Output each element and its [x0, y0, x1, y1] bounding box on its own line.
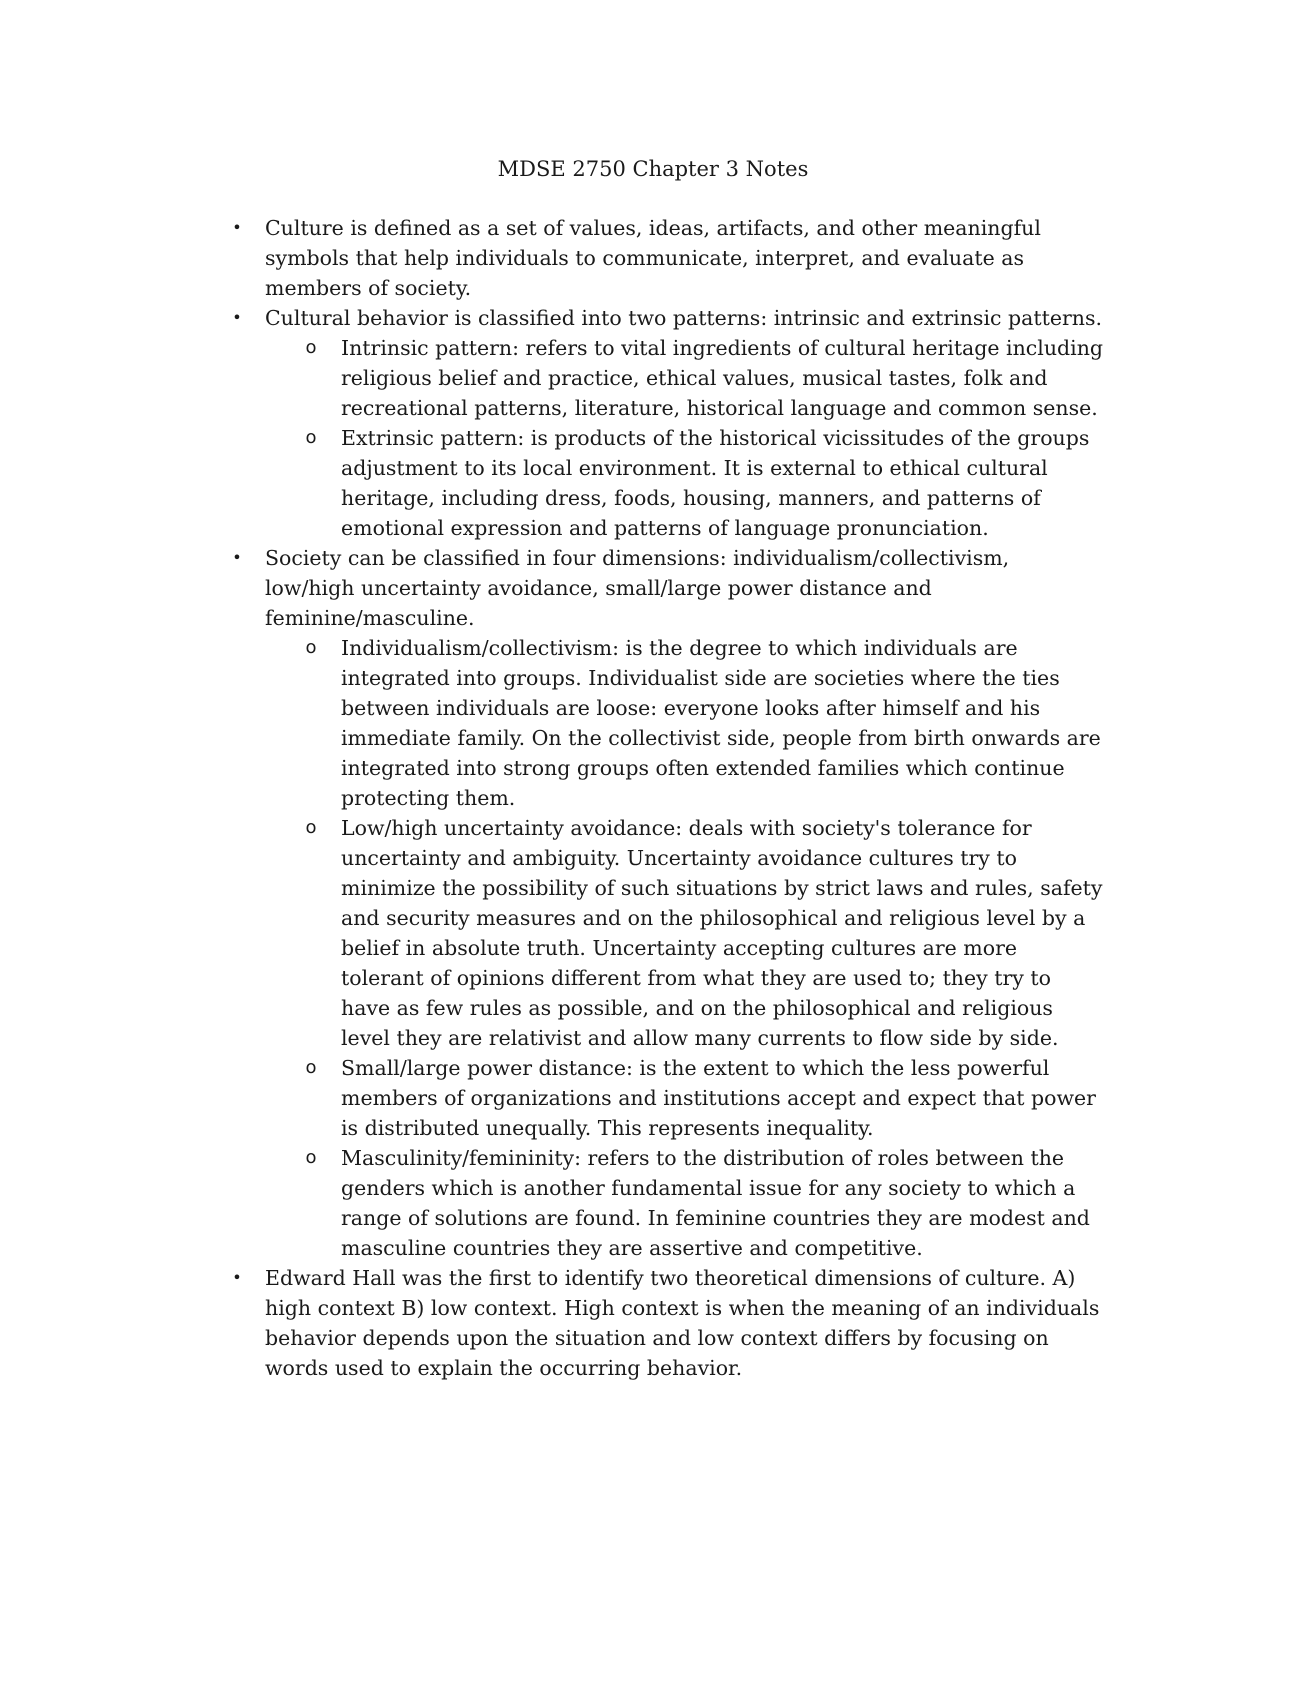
- sub-list-item-text: Intrinsic pattern: refers to vital ingredients of cultural heritage including religious belief and practice, ethical values, musical tastes, folk and recreational patterns, literature, historical language and common sense.: [341, 336, 1104, 420]
- list-item-text: Cultural behavior is classified into two patterns: intrinsic and extrinsic patterns.: [265, 306, 1102, 330]
- sub-list-item-text: Extrinsic pattern: is products of the historical vicissitudes of the groups adjustment to its local environment. It is external to ethical cultural heritage, including dress, foods, housing, manners, and patterns of emotional expression and patterns of language pronunciation.: [341, 426, 1090, 540]
- page-title: MDSE 2750 Chapter 3 Notes: [497, 157, 809, 181]
- sub-list-item: [305, 1053, 1105, 1143]
- hollow-bullet-icon: o: [305, 1147, 317, 1168]
- sub-list-item: [305, 333, 1105, 423]
- list-item-text: Edward Hall was the first to identify two theoretical dimensions of culture. A) high context B) low context. High context is when the meaning of an individuals behavior depends upon the situation and low context differs by focusing on words used to explain the occurring behavior.: [265, 1266, 1100, 1380]
- sub-list-item-text: Low/high uncertainty avoidance: deals with society's tolerance for uncertainty and ambiguity. Uncertainty avoidance cultures try to minimize the possibility of such situations by strict laws and rules, safety and security measures and on the philosophical and religious level by a belief in absolute truth. Uncertainty accepting cultures are more tolerant of opinions different from what they are used to; they try to have as few rules as possible, and on the philosophical and religious level they are relativist and allow many currents to flow side by side.: [341, 816, 1103, 1050]
- notes-list: [232, 213, 1105, 1383]
- sub-list-item: [305, 1143, 1105, 1263]
- list-item: [232, 303, 1105, 543]
- sub-list-item-text: Individualism/collectivism: is the degree to which individuals are integrated into groups. Individualist side are societies where the ties between individuals are loose: everyone looks after himself and his immediate family. On the collectivist side, people from birth onwards are integrated into strong groups often extended families which continue protecting them.: [341, 636, 1101, 810]
- hollow-bullet-icon: o: [305, 1057, 317, 1078]
- list-item: [232, 543, 1105, 1263]
- list-item: [232, 213, 1105, 303]
- hollow-bullet-icon: o: [305, 427, 317, 448]
- sub-list-item: [305, 813, 1105, 1053]
- bullet-icon: •: [232, 218, 242, 237]
- sub-list-item-text: Small/large power distance: is the extent to which the less powerful members of organizations and institutions accept and expect that power is distributed unequally. This represents inequality.: [341, 1056, 1096, 1140]
- list-item-text: Culture is defined as a set of values, ideas, artifacts, and other meaningful symbols that help individuals to communicate, interpret, and evaluate as members of society.: [265, 216, 1041, 300]
- sub-list-item-text: Masculinity/femininity: refers to the distribution of roles between the genders which is another fundamental issue for any society to which a range of solutions are found. In feminine countries they are modest and masculine countries they are assertive and competitive.: [341, 1146, 1090, 1260]
- bullet-icon: •: [232, 548, 242, 567]
- list-item: [232, 1263, 1105, 1383]
- sub-list: [265, 333, 1105, 543]
- hollow-bullet-icon: o: [305, 337, 317, 358]
- sub-list: [265, 633, 1105, 1263]
- bullet-icon: •: [232, 308, 242, 327]
- sub-list-item: [305, 633, 1105, 813]
- list-item-text: Society can be classified in four dimensions: individualism/collectivism, low/high uncertainty avoidance, small/large power distance and feminine/masculine.: [265, 546, 1010, 630]
- hollow-bullet-icon: o: [305, 817, 317, 838]
- bullet-icon: •: [232, 1268, 242, 1287]
- sub-list-item: [305, 423, 1105, 543]
- hollow-bullet-icon: o: [305, 637, 317, 658]
